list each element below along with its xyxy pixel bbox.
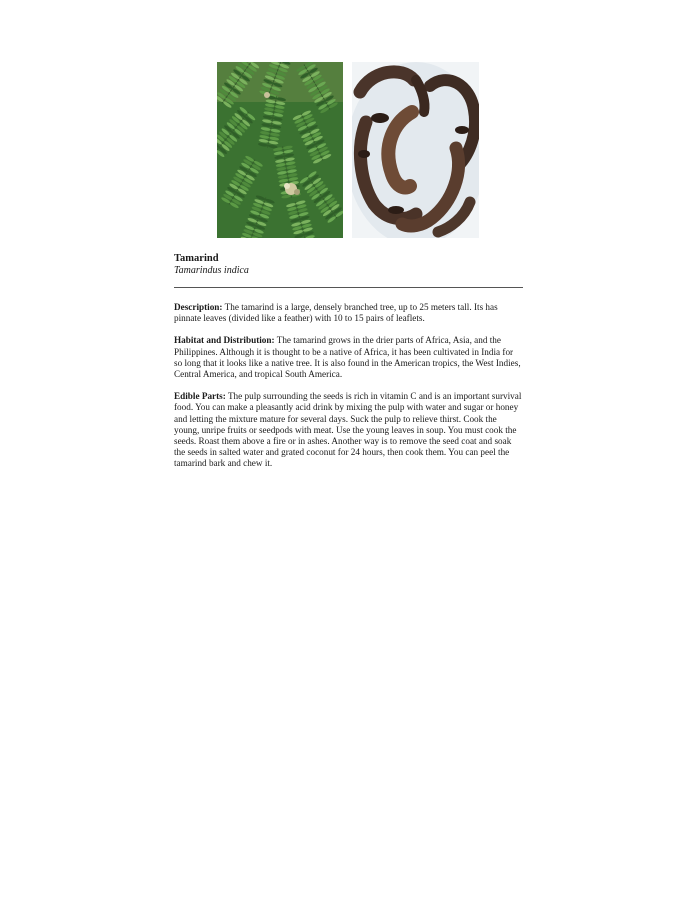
edible-parts-label: Edible Parts:	[174, 391, 226, 402]
habitat-section	[174, 335, 523, 380]
description-text: The tamarind is a large, densely branched tree, up to 25 meters tall. Its has pinnate leaves (divided like a feather) with 10 to 15 pairs of leaflets.	[174, 302, 498, 324]
tamarind-leaves-image-icon	[217, 62, 343, 238]
plant-article	[174, 253, 523, 481]
header-divider	[174, 287, 523, 288]
habitat-label: Habitat and Distribution:	[174, 335, 275, 346]
description-section	[174, 302, 523, 324]
tamarind-pods-photo	[352, 62, 479, 238]
edible-parts-section	[174, 391, 523, 469]
tamarind-leaves-photo	[217, 62, 343, 238]
plant-scientific-name: Tamarindus indica	[174, 265, 249, 276]
plant-common-name: Tamarind	[174, 253, 219, 264]
tamarind-pods-image-icon	[352, 62, 479, 238]
habitat-text: The tamarind grows in the drier parts of Africa, Asia, and the Philippines. Although it is thought to be a native of Africa, it has been cultivated in India for so long that it looks like a native tree. It is also found in the American tropics, the West Indies, Central America, and tropical South America.	[174, 335, 521, 380]
description-label: Description:	[174, 302, 223, 312]
edible-parts-text: The pulp surrounding the seeds is rich in vitamin C and is an important survival food. You can make a pleasantly acid drink by mixing the pulp with water and sugar or honey and letting the mixture mature for several days. Suck the pulp to relieve thirst. Cook the young, unripe fruits or seedpods with meat. Use the young leaves in soup. You must cook the seeds. Roast them above a fire or in ashes. Another way is to remove the seed coat and soak the seeds in salted water and grated coconut for 24 hours, then cook them. You can peel the tamarind bark and chew it.	[174, 391, 522, 469]
